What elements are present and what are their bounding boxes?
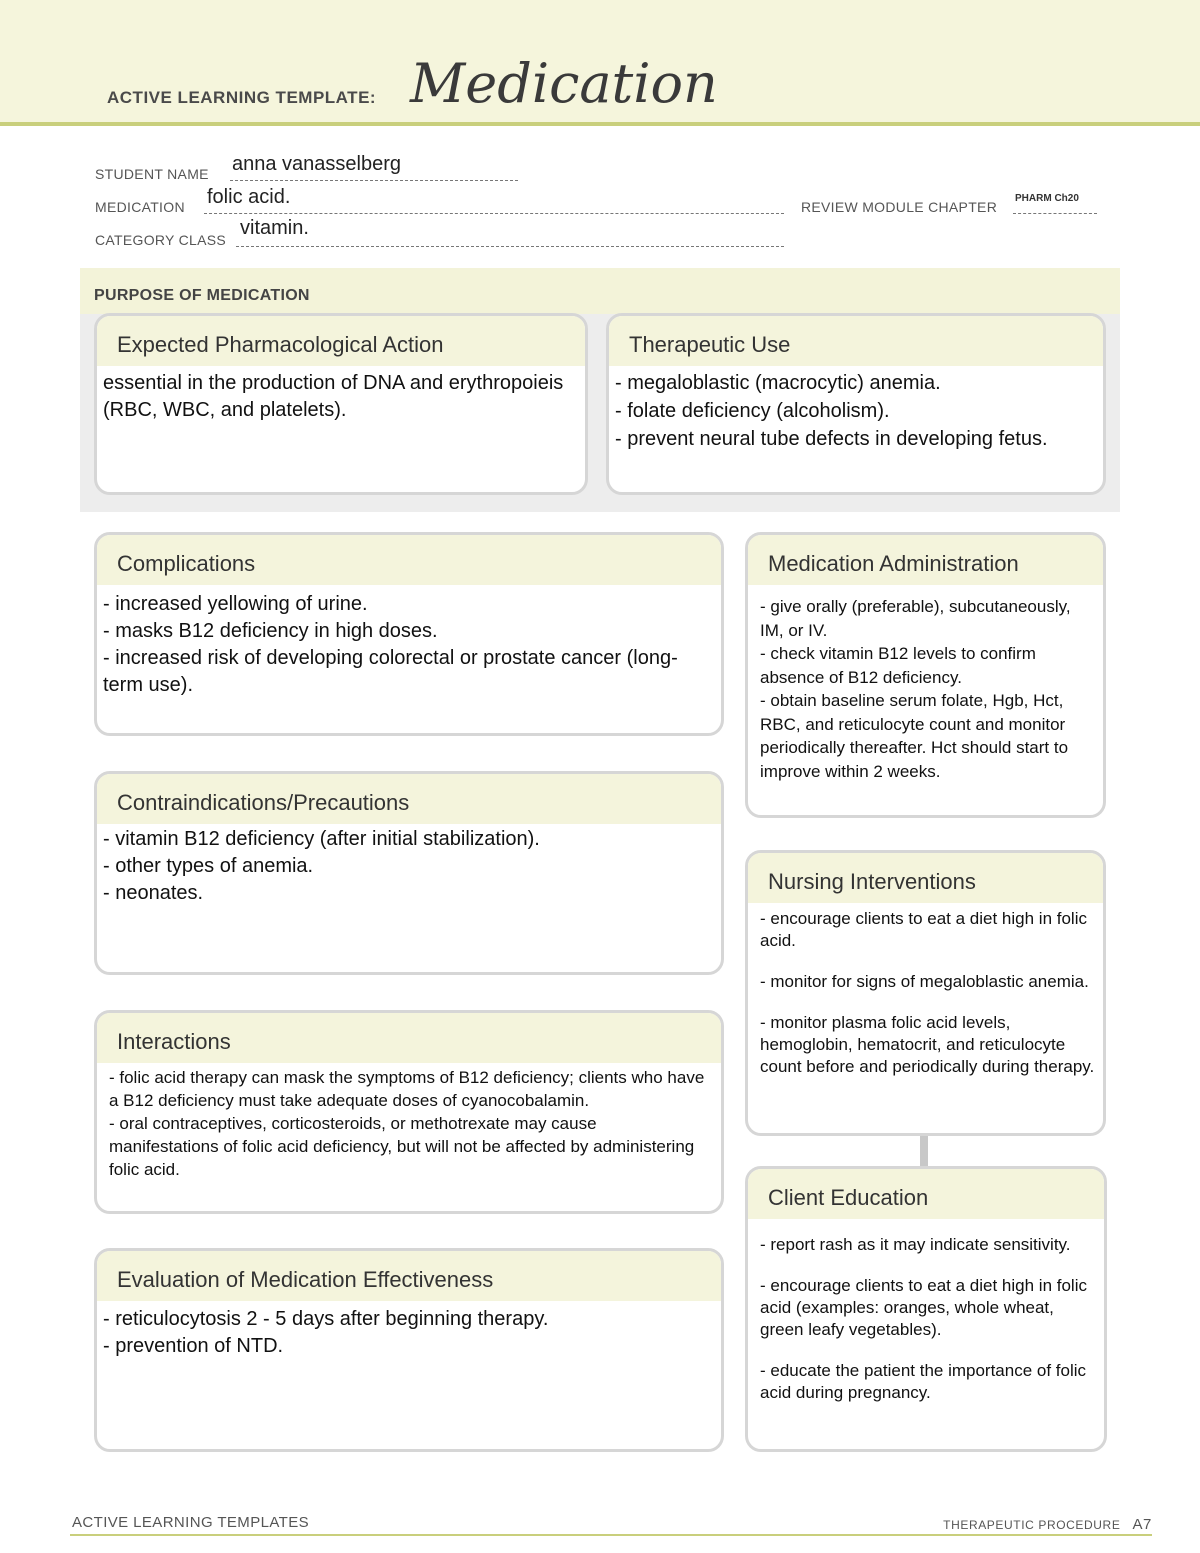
administration-line: - give orally (preferable), subcutaneously, IM, or IV. (760, 597, 1071, 640)
contraindications-line: - neonates. (103, 882, 204, 904)
administration-box (745, 532, 1106, 818)
footer-section-text: THERAPEUTIC PROCEDURE (943, 1518, 1121, 1532)
expected-action-body[interactable] (97, 366, 585, 424)
nursing-line: - encourage clients to eat a diet high in folic acid. (760, 909, 1087, 950)
footer-divider (70, 1534, 1152, 1536)
footer-left-text: ACTIVE LEARNING TEMPLATES (72, 1514, 309, 1531)
header-divider (0, 122, 1200, 126)
nursing-box (745, 850, 1106, 1136)
contraindications-line: - other types of anemia. (103, 855, 314, 877)
expected-action-box (94, 313, 588, 495)
nursing-body[interactable] (748, 903, 1103, 1078)
review-module-line (1013, 213, 1097, 214)
therapeutic-use-title: Therapeutic Use (609, 316, 1103, 366)
education-body[interactable] (748, 1219, 1104, 1404)
category-class-field[interactable]: vitamin. (240, 217, 309, 239)
page-number: A7 (1132, 1516, 1152, 1533)
nursing-title: Nursing Interventions (748, 853, 1103, 903)
administration-title: Medication Administration (748, 535, 1103, 585)
contraindications-body[interactable] (97, 824, 721, 907)
contraindications-line: - vitamin B12 deficiency (after initial stabilization). (103, 828, 540, 850)
complications-body[interactable] (97, 585, 721, 699)
category-class-label: CATEGORY CLASS (95, 232, 227, 248)
evaluation-line: - prevention of NTD. (103, 1335, 284, 1357)
interactions-line: - folic acid therapy can mask the symptoms of B12 deficiency; clients who have a B12 deficiency must take adequate doses of cyanocobalamin. (109, 1068, 705, 1110)
education-line: - encourage clients to eat a diet high in folic acid (examples: oranges, whole wheat, green leafy vegetables). (760, 1276, 1087, 1339)
complications-line: - masks B12 deficiency in high doses. (103, 620, 438, 642)
interactions-box (94, 1010, 724, 1214)
therapeutic-use-box (606, 313, 1106, 495)
therapeutic-use-line: - megaloblastic (macrocytic) anemia. (615, 372, 941, 394)
education-line: - educate the patient the importance of folic acid during pregnancy. (760, 1361, 1087, 1402)
administration-line: - obtain baseline serum folate, Hgb, Hct, RBC, and reticulocyte count and monitor periodically thereafter. Hct should start to improve within 2 weeks. (760, 691, 1069, 781)
interactions-body[interactable] (97, 1063, 721, 1181)
medication-line (204, 213, 784, 214)
complications-title: Complications (97, 535, 721, 585)
complications-line: - increased risk of developing colorectal or prostate cancer (long-term use). (103, 647, 678, 696)
therapeutic-use-line: - prevent neural tube defects in developing fetus. (615, 428, 1048, 450)
interactions-line: - oral contraceptives, corticosteroids, or methotrexate may cause manifestations of folic acid deficiency, but will not be affected by administering folic acid. (109, 1114, 695, 1179)
student-name-line (230, 180, 518, 181)
expected-action-title: Expected Pharmacological Action (97, 316, 585, 366)
nursing-line: - monitor for signs of megaloblastic anemia. (760, 972, 1089, 991)
evaluation-line: - reticulocytosis 2 - 5 days after beginning therapy. (103, 1308, 549, 1330)
template-label: ACTIVE LEARNING TEMPLATE: (107, 88, 377, 107)
administration-line: - check vitamin B12 levels to confirm absence of B12 deficiency. (760, 644, 1036, 687)
complications-box (94, 532, 724, 736)
medication-label: MEDICATION (95, 199, 185, 215)
education-box (745, 1166, 1107, 1452)
interactions-title: Interactions (97, 1013, 721, 1063)
medication-field[interactable]: folic acid. (207, 186, 291, 208)
education-title: Client Education (748, 1169, 1104, 1219)
review-module-field[interactable]: PHARM Ch20 (1015, 193, 1079, 204)
footer-right (943, 1516, 1152, 1533)
review-module-label: REVIEW MODULE CHAPTER (801, 199, 998, 215)
therapeutic-use-line: - folate deficiency (alcoholism). (615, 400, 890, 422)
evaluation-title: Evaluation of Medication Effectiveness (97, 1251, 721, 1301)
administration-body[interactable] (748, 585, 1103, 783)
therapeutic-use-body[interactable] (609, 366, 1103, 453)
nursing-line: - monitor plasma folic acid levels, hemoglobin, hematocrit, and reticulocyte count before and periodically during therapy. (760, 1013, 1095, 1076)
education-line: - report rash as it may indicate sensitivity. (760, 1235, 1071, 1254)
category-class-line (236, 246, 784, 247)
box-connector (920, 1136, 928, 1166)
evaluation-body[interactable] (97, 1301, 721, 1360)
purpose-title: PURPOSE OF MEDICATION (94, 287, 310, 304)
template-title: Medication (410, 52, 718, 115)
expected-action-line: essential in the production of DNA and erythropoieis (RBC, WBC, and platelets). (103, 372, 564, 421)
student-name-field[interactable]: anna vanasselberg (232, 153, 402, 175)
student-name-label: STUDENT NAME (95, 166, 209, 182)
contraindications-box (94, 771, 724, 975)
evaluation-box (94, 1248, 724, 1452)
complications-line: - increased yellowing of urine. (103, 593, 368, 615)
contraindications-title: Contraindications/Precautions (97, 774, 721, 824)
